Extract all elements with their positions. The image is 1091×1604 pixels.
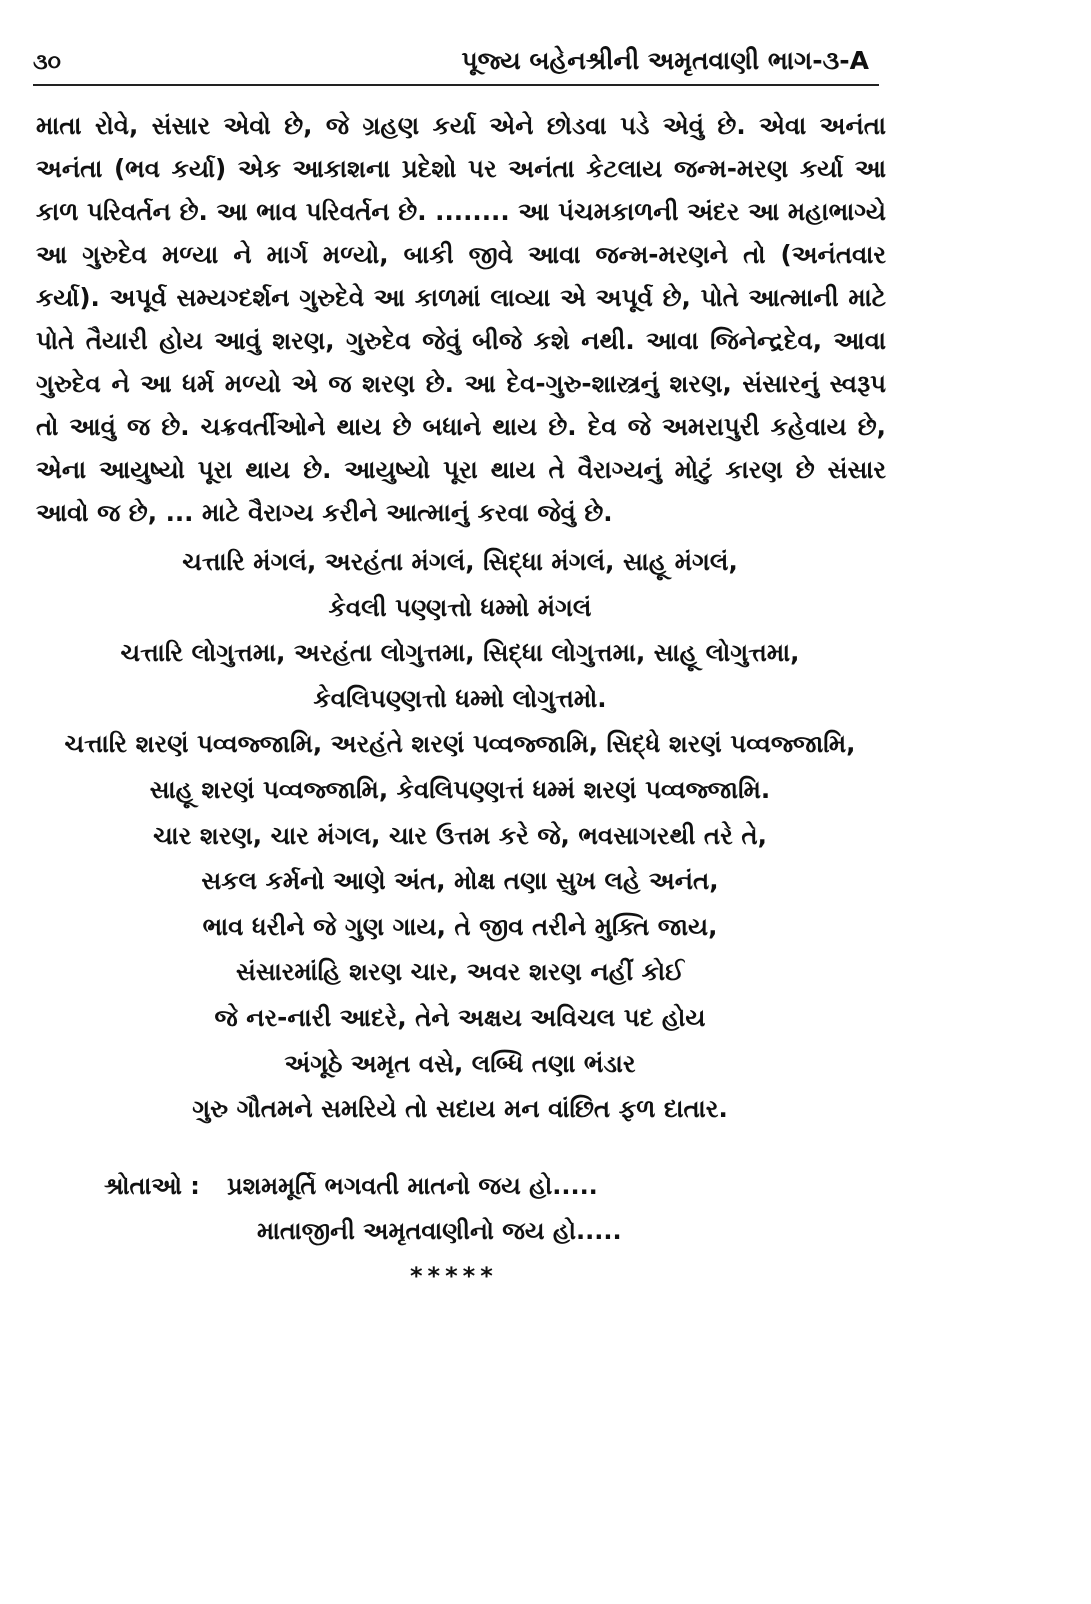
listeners-line: પ્રશમમૂર્તિ ભગવતી માતનો જય હો..... — [227, 1172, 598, 1200]
verse-line: ચત્તારિ શરણં પવ્વજ્જામિ, અરહંતે શરણં પવ્વજ્જામિ, સિદ્ધે શરણં પવ્વજ્જામિ, — [64, 729, 856, 759]
page-number: ૩૦ — [33, 50, 61, 75]
verse-line: સાહૂ શરણં પવ્વજ્જામિ, કેવલિપણ્ણત્તં ધમ્મં શરણં પવ્વજ્જામિ. — [149, 774, 771, 804]
verse-line: જે નર-નારી આદરે, તેને અક્ષય અવિચલ પદ હોય — [214, 1002, 706, 1032]
page-header — [33, 44, 879, 86]
section-end-mark: ***** — [410, 1262, 498, 1290]
listeners-line: માતાજીની અમૃતવાણીનો જય હો..... — [257, 1217, 622, 1245]
verse-line: ચાર શરણ, ચાર મંગલ, ચાર ઉત્તમ કરે જે, ભવસાગરથી તરે તે, — [153, 820, 767, 850]
verse-line: કેવલિપણ્ણત્તો ધમ્મો લોગુત્તમો. — [313, 683, 607, 713]
verse-line: સકલ કર્મનો આણે અંત, મોક્ષ તણા સુખ લહે અનંત, — [201, 866, 719, 896]
verse-line: કેવલી પણ્ણત્તો ધમ્મો મંગલં — [328, 592, 592, 622]
verse-line: ચત્તારિ મંગલં, અરહંતા મંગલં, સિદ્ધા મંગલં, સાહૂ મંગલં, — [182, 547, 738, 576]
verse-line: ભાવ ધરીને જે ગુણ ગાય, તે જીવ તરીને મુક્તિ જાય, — [202, 911, 718, 941]
listeners-label: શ્રોતાઓ : — [104, 1172, 200, 1200]
verse-block — [20, 539, 900, 1132]
verse-line: અંગૂઠે અમૃત વસે, લબ્ધિ તણા ભંડાર — [284, 1048, 636, 1078]
verse-line: ગુરુ ગૌતમને સમરિયે તો સદાય મન વાંછિત ફળ દાતાર. — [192, 1094, 728, 1124]
verse-line: સંસારમાંહિ શરણ ચાર, અવર શરણ નહીં કોઈ — [236, 957, 684, 987]
body-paragraph: માતા રોવે, સંસાર એવો છે, જે ગ્રહણ કર્યા એને છોડવા પડે એવું છે. એવા અનંતા અનંતા (ભવ કર્યા) એક આકાશના પ્રદેશો પર અનંતા કેટલાય જન્મ-મરણ કર્યા આ કાળ પરિવર્તન છે. આ ભાવ પરિવર્તન છે. ........ આ પંચમકાળની અંદર આ મહાભાગ્યે આ ગુરુદેવ મળ્યા ને માર્ગ મળ્યો, બાકી જીવે આવા જન્મ-મરણને તો (અનંતવાર કર્યા). અપૂર્વ સમ્યગ્દર્શન ગુરુદેવે આ કાળમાં લાવ્યા એ અપૂર્વ છે, પોતે આત્માની માટે પોતે તૈયારી હોય આવું શરણ, ગુરુદેવ જેવું બીજે કશે નથી. આવા જિનેન્દ્રદેવ, આવા ગુરુદેવ ને આ ધર્મ મળ્યો એ જ શરણ છે. આ દેવ-ગુરુ-શાસ્ત્રનું શરણ, સંસારનું સ્વરૂપ તો આવું જ છે. ચક્રવર્તીઓને થાય છે બધાને થાય છે. દેવ જે અમરાપુરી કહેવાય છે, એના આયુષ્યો પૂરા થાય છે. આયુષ્યો પૂરા થાય તે વૈરાગ્યનું મોટું કારણ છે સંસાર આવો જ છે, ... માટે વૈરાગ્ય કરીને આત્માનું કરવા જેવું છે. — [36, 111, 886, 527]
verse-line: ચત્તારિ લોગુત્તમા, અરહંતા લોગુત્તમા, સિદ્ધા લોગુત્તમા, સાહૂ લોગુત્તમા, — [120, 638, 800, 668]
running-title: પૂજ્ય બહેનશ્રીની અમૃતવાણી ભાગ-૩-A — [461, 46, 869, 75]
